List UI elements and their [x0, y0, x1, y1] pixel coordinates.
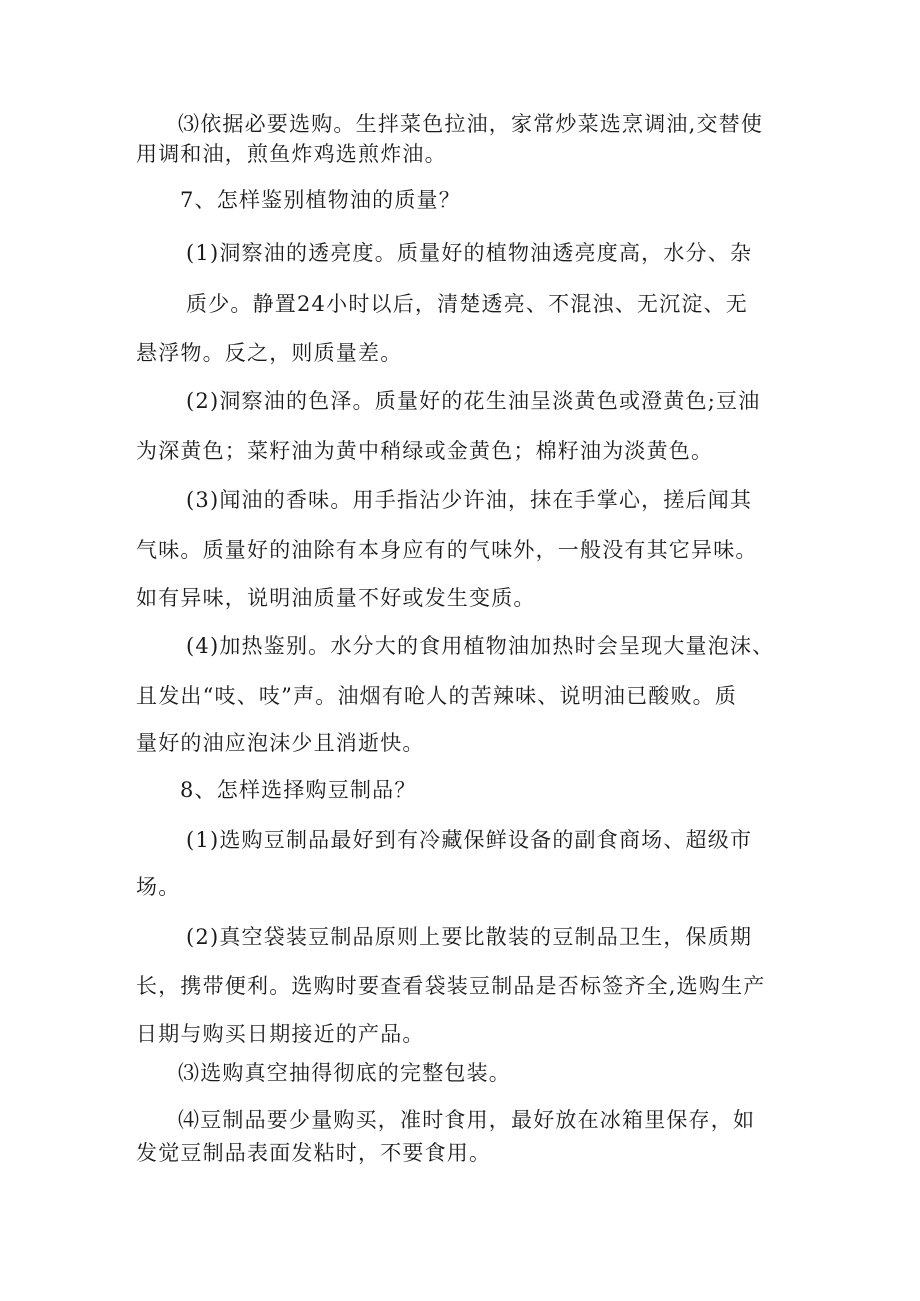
text-line: 发觉豆制品表面发粘时，不要食用。 — [136, 1141, 492, 1165]
text-line: (4)加热鉴别。水分大的食用植物油加热时会呈现大量泡沫、 — [186, 634, 775, 658]
text-line: 量好的油应泡沫少且消逝快。 — [136, 731, 425, 755]
text-line: 用调和油，煎鱼炸鸡选煎炸油。 — [136, 142, 447, 166]
text-line: (2)真空袋装豆制品原则上要比散装的豆制品卫生，保质期 — [186, 925, 753, 949]
text-line: 如有异味，说明油质量不好或发生变质。 — [136, 586, 536, 610]
section-heading: 7、怎样鉴别植物油的质量？ — [180, 188, 461, 212]
text-line: 气味。质量好的油除有本身应有的气味外，一般没有其它异味。 — [136, 538, 758, 562]
text-line: (3)闻油的香味。用手指沾少许油，抹在手掌心，搓后闻其 — [186, 488, 753, 512]
text-line: (1)洞察油的透亮度。质量好的植物油透亮度高，水分、杂 — [186, 241, 753, 265]
section-heading: 8、怎样选择购豆制品？ — [180, 778, 417, 802]
text-line: (2)洞察油的色泽。质量好的花生油呈淡黄色或澄黄色;豆油 — [186, 389, 761, 413]
text-line: ⑶选购真空抽得彻底的完整包装。 — [178, 1061, 511, 1085]
text-line: ⑶依据必要选购。生拌菜色拉油，家常炒菜选烹调油,交替使 — [178, 112, 764, 136]
text-line: (1)选购豆制品最好到有冷藏保鲜设备的副食商场、超级市 — [186, 828, 753, 852]
text-line: 长，携带便利。选购时要查看袋装豆制品是否标签齐全,选购生产 — [136, 974, 766, 998]
text-line: 日期与购买日期接近的产品。 — [136, 1022, 425, 1046]
text-line: 悬浮物。反之，则质量差。 — [136, 341, 403, 365]
text-line: 场。 — [136, 875, 181, 899]
text-line: ⑷豆制品要少量购买，准时食用，最好放在冰箱里保存，如 — [178, 1108, 756, 1132]
text-line: 质少。静置24小时以后，清楚透亮、不混浊、无沉淀、无 — [186, 292, 748, 316]
text-line: 为深黄色；菜籽油为黄中稍绿或金黄色；棉籽油为淡黄色。 — [136, 439, 714, 463]
text-line: 且发出“吱、吱”声。油烟有呛人的苦辣味、说明油已酸败。质 — [136, 684, 738, 708]
